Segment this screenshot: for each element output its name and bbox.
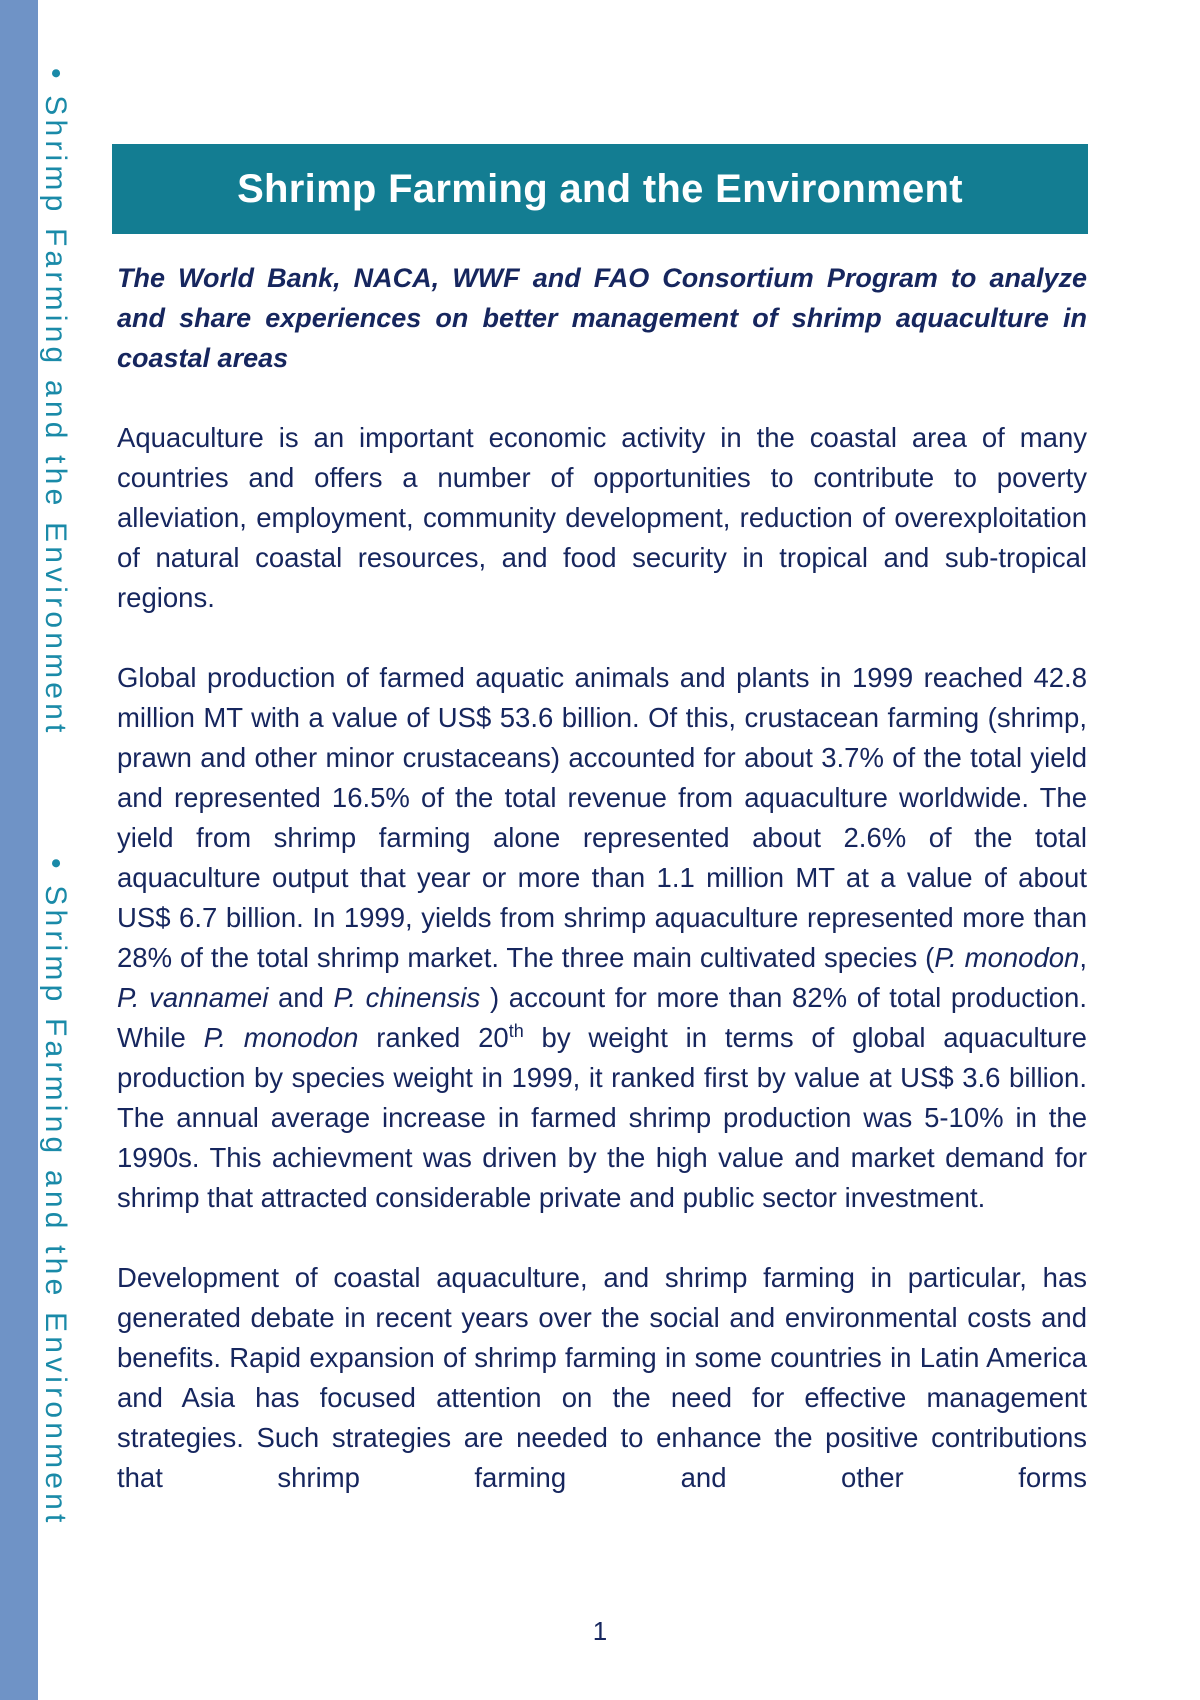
species-name: P. chinensis [333,982,481,1013]
side-running-head-text-2: • Shrimp Farming and the Environment [39,858,72,1527]
paragraph-text: by weight in terms of global aquaculture production by species weight in 1999, it ranked first by value at US$ 3.6 billion. The annual average increase in farmed shrimp production was 5-10% in the 1990s. This achievment was driven by the high value and market demand for shrimp that attracted considerable private and public sector investment. [117,1022,1087,1213]
subtitle: The World Bank, NACA, WWF and FAO Consortium Program to analyze and share experiences on better management of shrimp aquaculture in coastal areas [117,263,1087,373]
side-running-head-rotated [38,68,72,1648]
paragraph-aquaculture-importance: Aquaculture is an important economic activity in the coastal area of many countries and offers a number of opportunities to contribute to poverty alleviation, employment, community development, reduction of overexploitation of natural coastal resources, and food security in tropical and sub-tropical regions. [117,422,1087,613]
side-running-head-text-1: • Shrimp Farming and the Environment [39,68,72,737]
species-name: P. vannamei [117,982,269,1013]
species-name: P. monodon [934,942,1080,973]
paragraph-text: Global production of farmed aquatic animals and plants in 1999 reached 42.8 million MT with a value of US$ 53.6 billion. Of this, crustacean farming (shrimp, prawn and other minor crustaceans) accounted for about 3.7% of the total yield and represented 16.5% of the total revenue from aquaculture worldwide. The yield from shrimp farming alone represented about 2.6% of the total aquaculture output that year or more than 1.1 million MT at a value of about US$ 6.7 billion. In 1999, yields from shrimp aquaculture represented more than 28% of the total shrimp market. The three main cultivated species ( [117,662,1087,973]
paragraph-text: ) account for more than 82% of total production. While [117,982,1087,1053]
paragraph-text: ranked 20 [358,1022,509,1053]
page-title: Shrimp Farming and the Environment [237,166,963,211]
side-running-head [38,68,72,1648]
title-banner [112,144,1088,234]
species-name: P. monodon [203,1022,359,1053]
page-number: 1 [592,1616,608,1646]
separator-text: and [268,982,334,1013]
paragraph-development-debate: Development of coastal aquaculture, and shrimp farming in particular, has generated debate in recent years over the social and environmental costs and benefits. Rapid expansion of shrimp farming in some countries in Latin America and Asia has focused attention on the need for effective management strategies. Such strategies are needed to enhance the positive contributions that shrimp farming and other forms [117,1262,1087,1493]
main-content [117,258,1087,1498]
ordinal-suffix: th [508,1020,524,1041]
separator-text: , [1079,942,1087,973]
side-color-strip [0,0,38,1700]
paragraph-global-production [117,658,1087,1218]
